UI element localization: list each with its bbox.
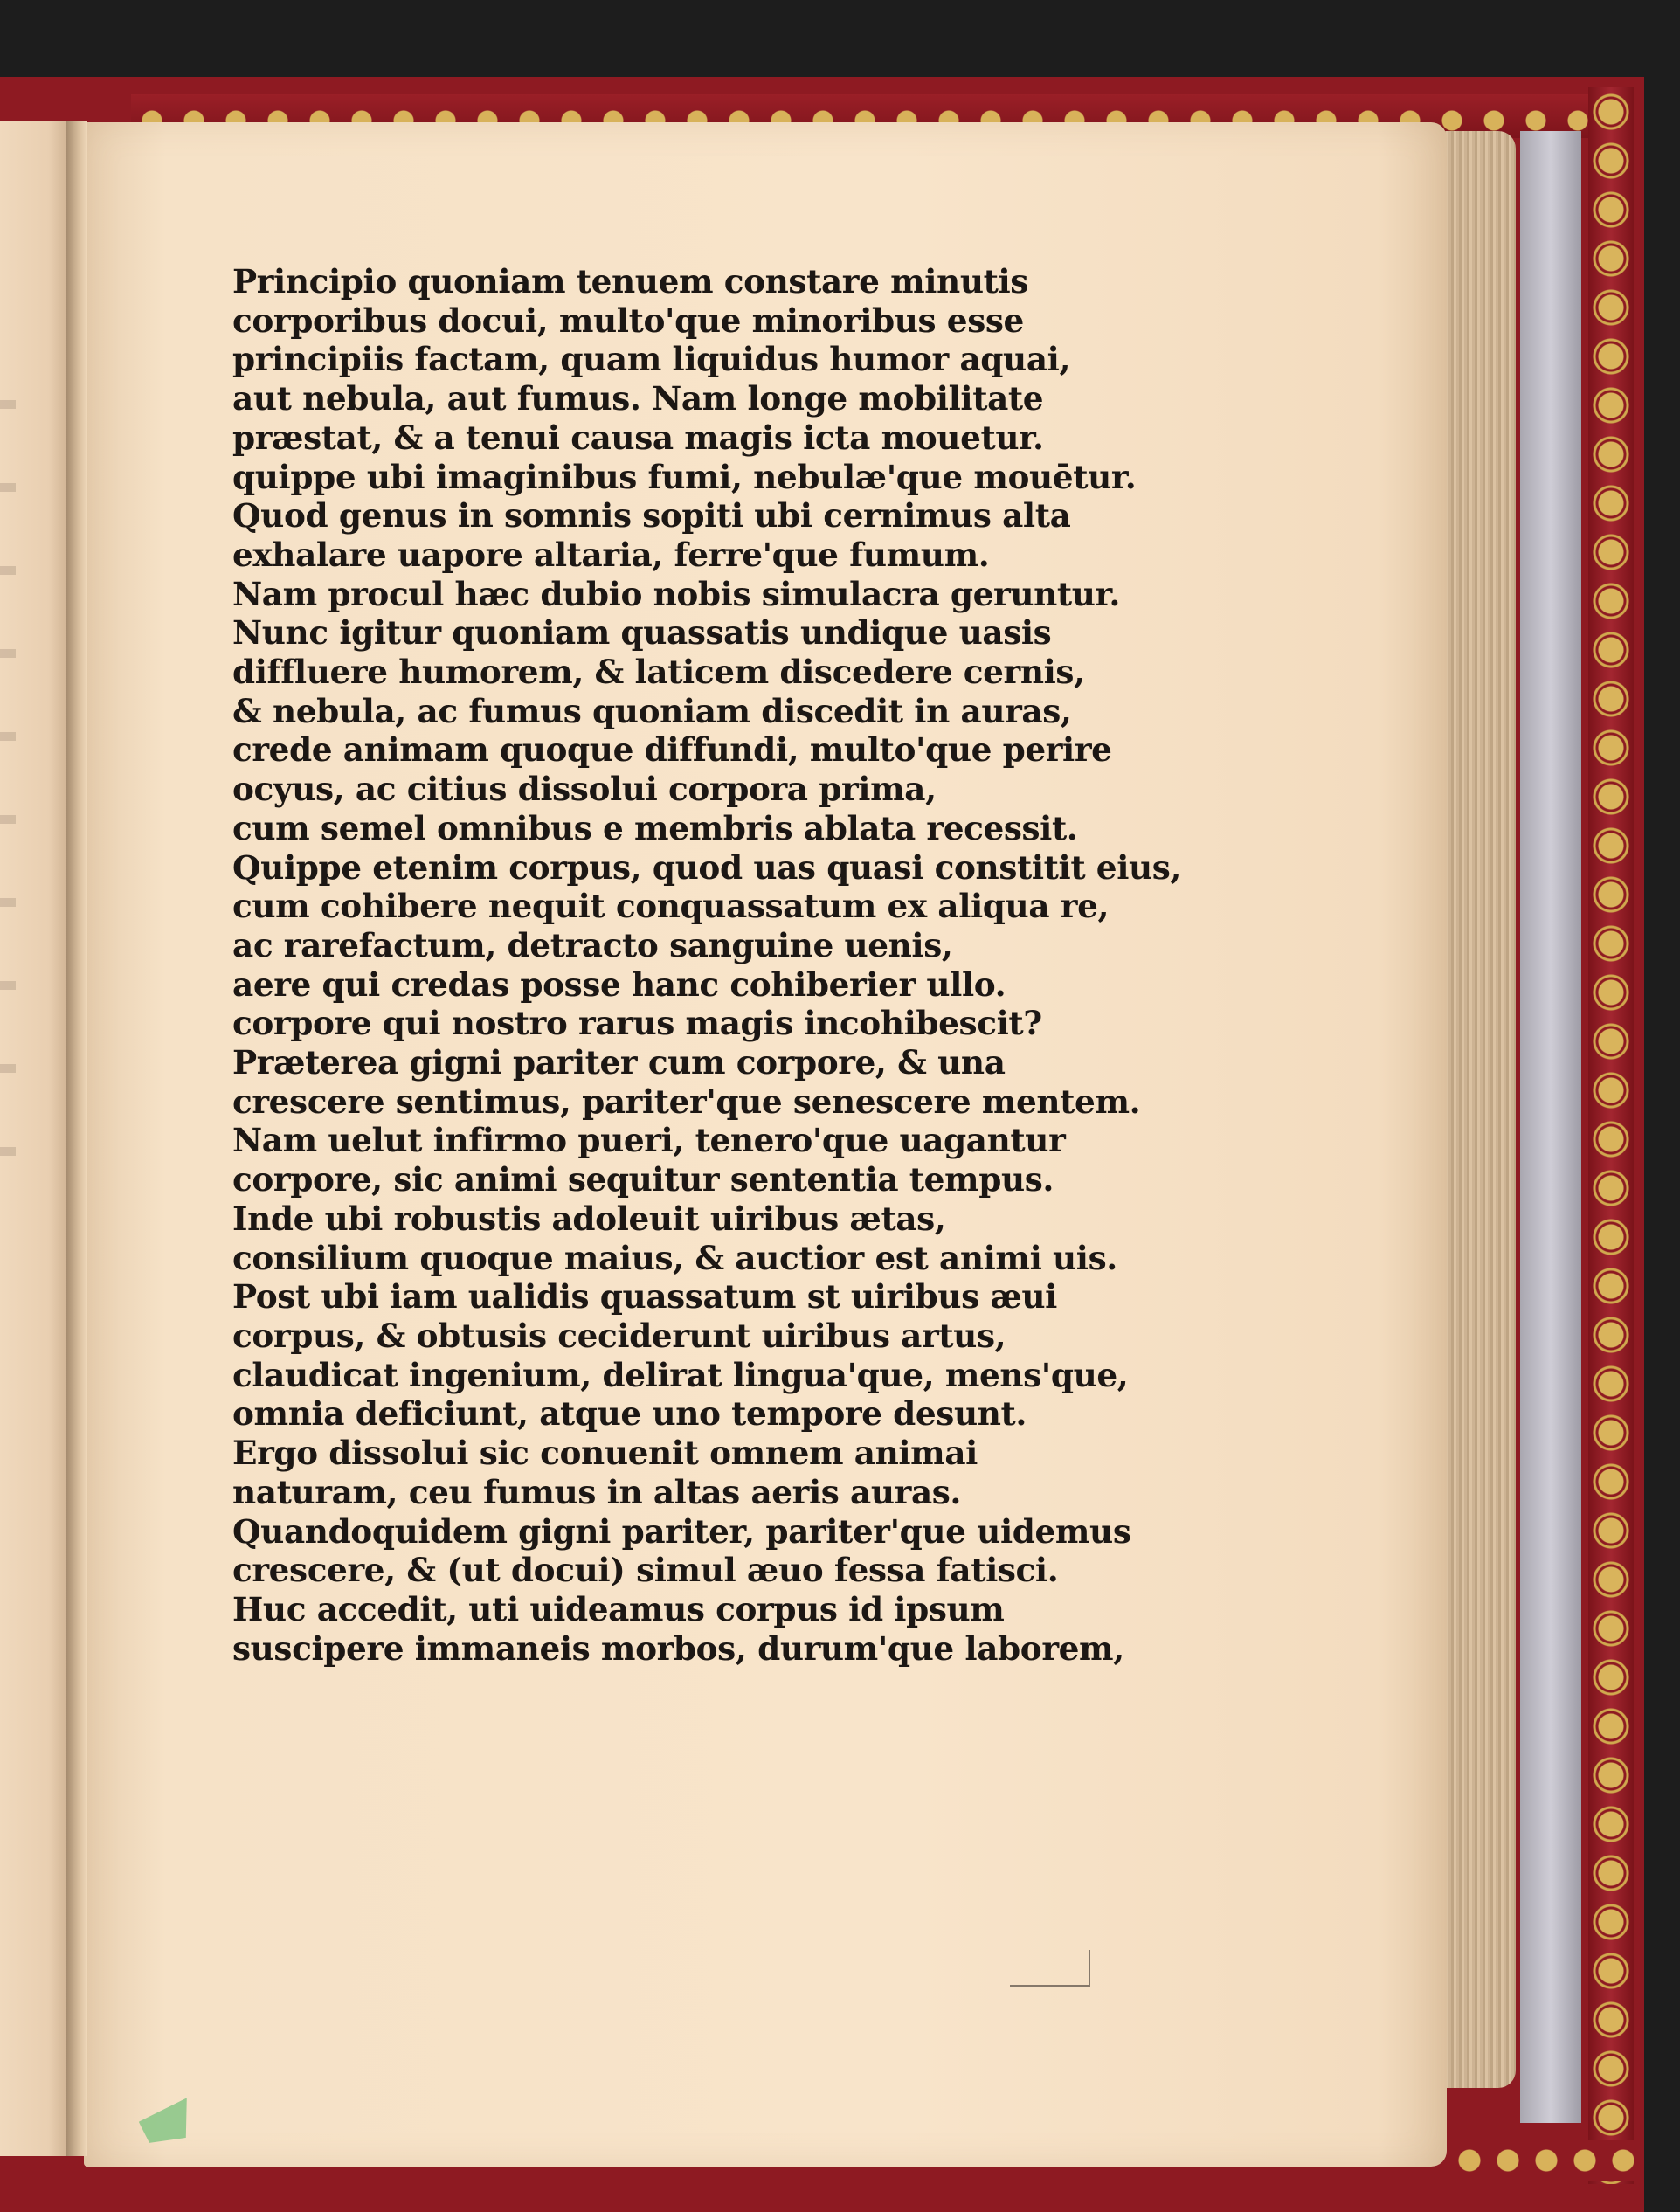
text-line: omnia deficiunt, atque uno tempore desunt. xyxy=(232,1394,1027,1434)
text-line: suscipere immaneis morbos, durum'que laborem, xyxy=(232,1628,1124,1668)
text-line: Quandoquidem gigni pariter, pariter'que uidemus xyxy=(232,1511,1131,1551)
board-pastedown xyxy=(1520,131,1581,2123)
text-line: crescere sentimus, pariter'que senescere mentem. xyxy=(232,1082,1141,1121)
text-line: ac rarefactum, detracto sanguine uenis, xyxy=(232,925,953,964)
text-line: corpore qui nostro rarus magis incohibescit? xyxy=(232,1004,1042,1043)
text-line: corpore, sic animi sequitur sententia tempus. xyxy=(232,1160,1054,1199)
text-line: cum semel omnibus e membris ablata recessit. xyxy=(232,808,1078,847)
text-line: præstat, & a tenui causa magis icta mouetur. xyxy=(232,418,1044,457)
text-line: Quod genus in somnis sopiti ubi cernimus alta xyxy=(232,496,1071,536)
text-line: naturam, ceu fumus in altas aeris auras. xyxy=(232,1472,962,1511)
text-line: Nam uelut infirmo pueri, tenero'que uagantur xyxy=(232,1121,1066,1160)
text-line: Quippe etenim corpus, quod uas quasi constitit eius, xyxy=(232,847,1182,887)
text-line: Huc accedit, uti uideamus corpus id ipsum xyxy=(232,1589,1005,1628)
text-line: diffluere humorem, & laticem discedere cernis, xyxy=(232,653,1085,692)
catchword-mark xyxy=(1010,1950,1090,1987)
text-line: cum cohibere nequit conquassatum ex aliqua re, xyxy=(232,887,1110,926)
text-block xyxy=(232,262,1182,1668)
text-line: ocyus, ac citius dissolui corpora prima, xyxy=(232,770,937,809)
gilt-border-right xyxy=(1588,87,1634,2184)
text-line: exhalare uapore altaria, ferre'que fumum. xyxy=(232,535,990,574)
text-line: aere qui credas posse hanc cohiberier ullo. xyxy=(232,964,1006,1004)
text-line: crescere, & (ut docui) simul æuo fessa fatisci. xyxy=(232,1551,1059,1590)
text-line: quippe ubi imaginibus fumi, nebulæ'que mouētur. xyxy=(232,457,1137,496)
text-line: Nam procul hæc dubio nobis simulacra geruntur. xyxy=(232,574,1121,613)
previous-page xyxy=(0,121,70,2156)
text-line: corpus, & obtusis ceciderunt uiribus artus, xyxy=(232,1316,1006,1355)
text-line: corporibus docui, multo'que minoribus esse xyxy=(232,301,1024,340)
text-line: consilium quoque maius, & auctior est animi uis. xyxy=(232,1238,1117,1277)
text-line: Principio quoniam tenuem constare minutis xyxy=(232,262,1028,301)
text-line: & nebula, ac fumus quoniam discedit in auras, xyxy=(232,691,1072,730)
text-line: claudicat ingenium, delirat lingua'que, mens'que, xyxy=(232,1355,1129,1394)
text-line: Ergo dissolui sic conuenit omnem animai xyxy=(232,1434,978,1473)
text-line: Post ubi iam ualidis quassatum st uiribus æui xyxy=(232,1277,1057,1317)
text-line: Nunc igitur quoniam quassatis undique uasis xyxy=(232,613,1052,653)
recto-page xyxy=(84,122,1447,2167)
text-line: Præterea gigni pariter cum corpore, & una xyxy=(232,1043,1006,1082)
previous-page-text-edge xyxy=(0,400,16,1186)
text-line: principiis factam, quam liquidus humor aquai, xyxy=(232,340,1071,379)
text-line: aut nebula, aut fumus. Nam longe mobilitate xyxy=(232,379,1044,418)
text-line: Inde ubi robustis adoleuit uiribus ætas, xyxy=(232,1199,946,1238)
gutter xyxy=(66,121,87,2156)
gilt-border-bottom xyxy=(1450,2140,1634,2181)
text-line: crede animam quoque diffundi, multo'que perire xyxy=(232,730,1112,770)
